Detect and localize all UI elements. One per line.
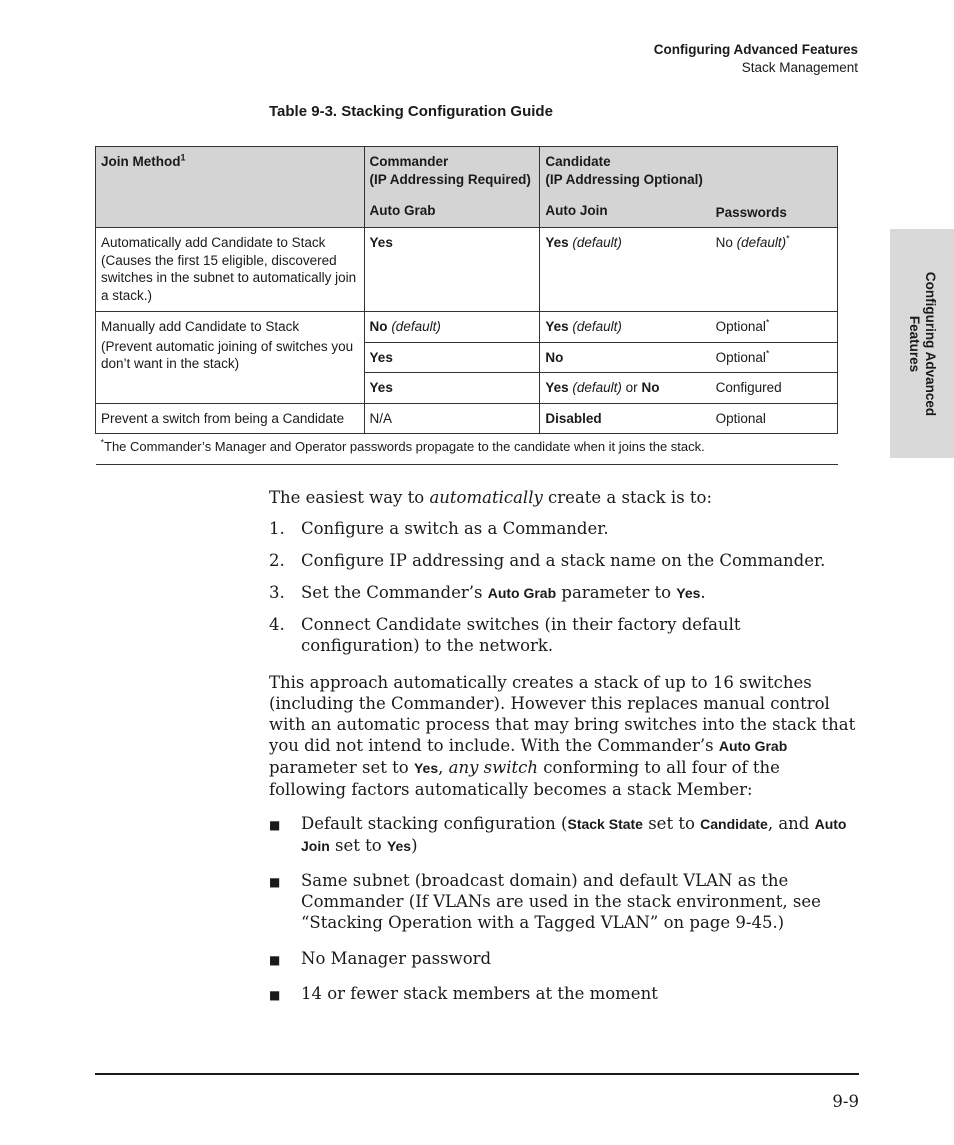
step-text-mid: parameter to: [556, 583, 677, 602]
footer-rule: [95, 1073, 859, 1075]
table-footnote-text: The Commander’s Manager and Operator passwords propagate to the candidate when it joins the stack.: [104, 439, 705, 454]
bullet-marker: ■: [269, 988, 281, 1002]
row-passwords: Configured: [711, 373, 838, 404]
bullet-text: No Manager password: [301, 949, 492, 968]
header-join-method-sup: 1: [180, 152, 186, 163]
step-keyword-auto-grab: Auto Grab: [487, 585, 557, 601]
bullet-keyword-candidate: Candidate: [700, 816, 768, 832]
bullet-text-part: set to: [642, 814, 701, 833]
step-text: Connect Candidate switches (in their factory default configuration) to the network.: [301, 615, 741, 655]
row-auto-grab: [364, 312, 540, 343]
step-text: Configure a switch as a Commander.: [301, 519, 609, 538]
paragraph-keyword-auto-grab: Auto Grab: [718, 738, 788, 754]
row-auto-grab-note: (default): [391, 319, 441, 334]
bullet-marker: ■: [269, 875, 281, 889]
header-candidate-label: Candidate: [545, 154, 611, 169]
row-auto-join: [540, 373, 711, 404]
row-auto-grab-value: No: [369, 319, 388, 334]
step-number: 4.: [269, 615, 285, 634]
row-auto-join-note: (default): [572, 235, 622, 250]
row-auto-grab: Yes: [364, 373, 540, 404]
paragraph-part-1: This approach automatically creates a stack of up to 16 switches (including the Commander). However this replaces manual control with an automatic process that may bring switches into the stack that you did not intend to include. With the Commander’s: [269, 673, 856, 755]
row-passwords-sup: *: [765, 317, 770, 328]
row-auto-join-note: (default): [572, 380, 622, 395]
intro-before: The easiest way to: [269, 488, 430, 507]
header-join-method: [96, 147, 365, 228]
step-keyword-yes: Yes: [676, 585, 701, 601]
bullet-text: Same subnet (broadcast domain) and default VLAN as the Commander (If VLANs are used in the stack environment, see “Stacking Operation with a Tagged VLAN” on page 9-45.): [301, 871, 821, 932]
header-auto-join: Auto Join: [545, 203, 608, 218]
table-footnote-row: [96, 434, 838, 465]
row-passwords-value: Optional: [715, 349, 766, 365]
bullet-keyword-auto-join: Auto Join: [301, 816, 847, 854]
header-passwords-cell: [711, 147, 838, 228]
page-number: 9-9: [832, 1092, 859, 1111]
step-text-before: Set the Commander’s: [301, 583, 488, 602]
header-auto-grab: Auto Grab: [369, 203, 436, 218]
intro-emph: automatically: [429, 488, 543, 507]
chapter-thumb-tab-label: Configuring Advanced Features: [907, 271, 938, 416]
row-auto-grab: N/A: [364, 403, 540, 434]
table-caption: Table 9-3. Stacking Configuration Guide: [269, 103, 553, 120]
paragraph-part-4: conforming to all four of the following factors automatically becomes a stack Member:: [269, 758, 780, 799]
row-method: Prevent a switch from being a Candidate: [96, 403, 365, 434]
table-footnote: [96, 434, 838, 465]
running-header-section: Stack Management: [741, 60, 858, 75]
row-auto-grab: Yes: [364, 342, 540, 373]
running-header: [654, 41, 858, 77]
row-method: Automatically add Candidate to Stack (Causes the first 15 eligible, discovered switches in the subnet to automatically join a stack.): [96, 228, 365, 312]
row-auto-join-value: Yes: [545, 235, 569, 250]
intro-after: create a stack is to:: [542, 488, 713, 507]
row-passwords-sup: *: [786, 233, 790, 244]
step-number: 2.: [269, 551, 285, 570]
bullet-text-part: , and: [767, 814, 815, 833]
table-row: [96, 228, 838, 312]
explanation-paragraph: [269, 672, 859, 800]
table-header-row: [96, 147, 838, 228]
step-number: 3.: [269, 583, 285, 602]
step-text: [301, 582, 859, 604]
list-item: [269, 614, 859, 658]
header-join-method-label: Join Method: [101, 154, 181, 169]
paragraph-emph: any switch: [448, 758, 539, 777]
row-method-line2: (Prevent automatic joining of switches you don’t want in the stack): [101, 338, 354, 371]
bullet-marker: ■: [269, 953, 281, 967]
stacking-configuration-table: [95, 146, 838, 465]
row-auto-join: [540, 228, 711, 312]
paragraph-part-3: ,: [438, 758, 449, 777]
row-auto-join: [540, 312, 711, 343]
row-passwords-note: (default): [736, 235, 787, 250]
row-auto-join-alt: No: [641, 380, 660, 395]
bullet-text-part: ): [411, 836, 418, 855]
row-method-line1: Manually add Candidate to Stack: [101, 319, 300, 334]
bullet-keyword-stack-state: Stack State: [567, 816, 643, 832]
chapter-thumb-tab: [890, 229, 954, 458]
table-row: [96, 403, 838, 434]
bullet-keyword-yes: Yes: [386, 838, 412, 854]
row-passwords: [711, 228, 838, 312]
row-auto-join: No: [540, 342, 711, 373]
row-auto-join-note: (default): [572, 319, 622, 334]
row-passwords: [711, 342, 838, 373]
step-number: 1.: [269, 519, 285, 538]
bullet-marker: ■: [269, 818, 281, 832]
header-commander-sub: (IP Addressing Required): [369, 171, 531, 187]
row-passwords-value: Optional: [715, 319, 766, 334]
paragraph-keyword-yes: Yes: [413, 760, 439, 776]
header-candidate: [540, 147, 711, 228]
bullet-text-part: set to: [329, 836, 387, 855]
bullet-text: [301, 813, 859, 857]
row-auto-join-or: or: [625, 380, 638, 395]
row-auto-grab: Yes: [364, 228, 540, 312]
intro-sentence: [269, 487, 859, 508]
table-row: [96, 312, 838, 343]
bullet-text: 14 or fewer stack members at the moment: [301, 984, 658, 1003]
bullet-text-part: Default stacking configuration (: [301, 814, 568, 833]
row-passwords: Optional: [711, 403, 838, 434]
row-passwords-sup: *: [765, 348, 770, 358]
header-candidate-sub: (IP Addressing Optional): [545, 171, 703, 187]
row-auto-join-value: Yes: [545, 319, 569, 334]
row-auto-join-value: Yes: [545, 380, 569, 395]
paragraph-part-2: parameter set to: [269, 758, 414, 777]
row-auto-join: Disabled: [540, 403, 711, 434]
table-footnote-mark: *: [100, 437, 105, 448]
row-method: [96, 312, 365, 404]
header-commander-label: Commander: [369, 154, 449, 169]
step-text: Configure IP addressing and a stack name on the Commander.: [301, 551, 826, 570]
row-passwords: [711, 312, 838, 343]
step-text-after: .: [700, 583, 706, 602]
running-header-chapter: Configuring Advanced Features: [653, 42, 858, 57]
header-passwords: Passwords: [715, 204, 787, 220]
header-commander: [364, 147, 540, 228]
row-passwords-value: No: [715, 235, 733, 250]
